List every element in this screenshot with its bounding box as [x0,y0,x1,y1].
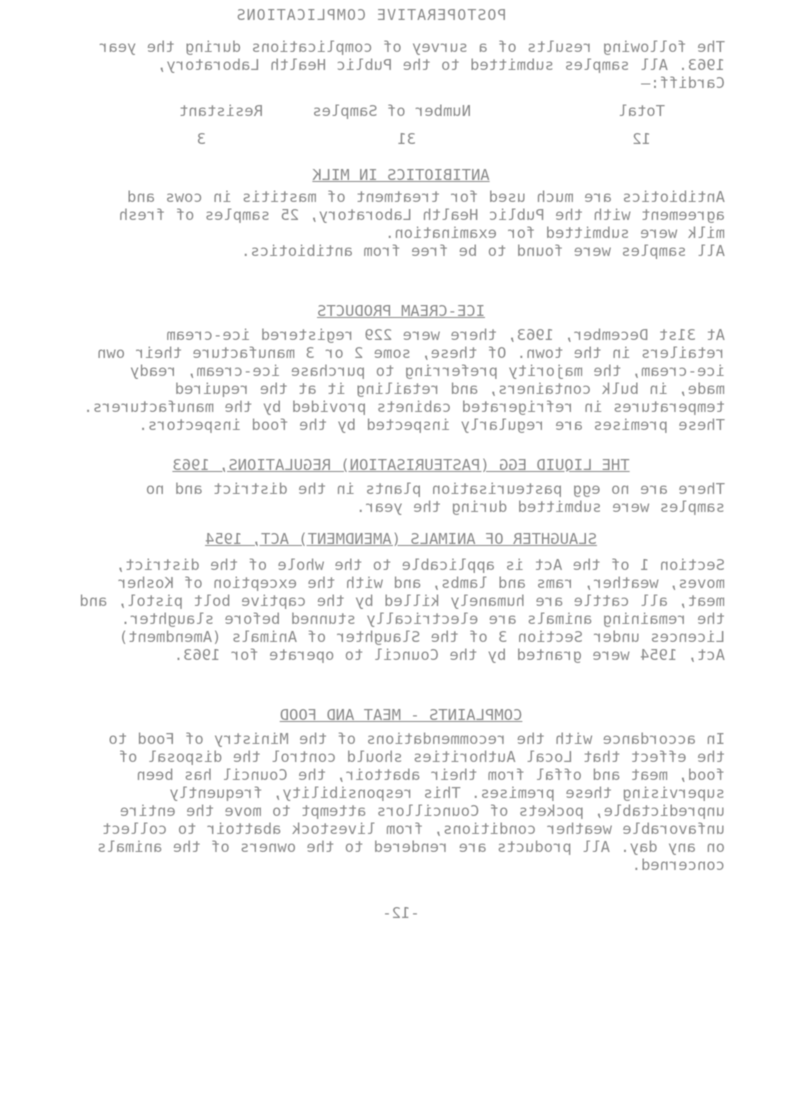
section-heading-slaughter: SLAUGHTER OF ANIMALS (AMENDMENT) ACT, 1954 [205,530,597,548]
table-header-total: Total [618,102,665,120]
page-heading: POSTOPERATIVE COMPLICATIONS [235,6,507,24]
table-header-resistant: Resistant [179,102,263,120]
section-text-antibiotics: Antibiotics are much used for treatment of mastitis in cows and agreement with the Public Health Laboratory, 25 samples of fresh milk were submitted for examination. All samples were found to be free from antibiotics. [118,188,725,260]
section-heading-complaints: COMPLAINTS - MEAT AND FOOD [279,706,523,724]
section-text-liquid-egg: There are no egg pasteurisation plants in the district and no samples were submitted during the year. [145,480,725,516]
table-cell-samples: 31 [397,130,416,148]
page-number: -12- [382,904,420,922]
table-header-samples: Number of Samples [312,102,471,120]
section-text-slaughter: Section 1 of the Act is applicable to the whole of the district, moves, weather, rams and lambs, and with the exception of Kosher meat, all cattle are humanely killed by the captive bolt pistol, and the remaining animals are electrically stunned before slaughter. Licences under Section 3 of the Slaughter of Animals (Amendment) Act, 1954 were granted by the Council to operate for 1963. [79,556,725,664]
section-heading-antibiotics: ANTIBIOTICS IN MILK [312,166,490,184]
section-heading-liquid-egg: THE LIQUID EGG (PASTEURISATION) REGULATIONS, 1963 [172,456,630,474]
table-cell-total: 12 [632,130,651,148]
section-heading-icecream: ICE-CREAM PRODUCTS [317,302,485,320]
section-text-icecream: At 31st December, 1963, there were 229 registered ice-cream retailers in the town. Of these, some 2 or 3 manufacture their own ice-cream, the majority preferring to purchase ice-cream, ready made, in bulk containers, and retailing it at the required temperatures in refrigerated cabinets provided by the manufacturers. These premises are regularly inspected by the food inspectors. [83,326,725,434]
table-cell-resistant: 3 [196,130,206,148]
intro-paragraph: The following results of a survey of complications during the year 1963. All samples submitted to the Public Health Laboratory, Cardiff:— [99,38,725,92]
section-text-complaints: In accordance with the recommendations of the Ministry of Food to the effect that Local Authorities should control the disposal of food, meat and offal from their abattoir, the Council has been supervising these premises. This responsibility, frequently unpredictable, pockets of Councillors attempt to move the entire unfavorable weather conditions, from livestock abattoir to collect on any day. All products are rendered to the owners of the animals concerned. [97,730,725,874]
